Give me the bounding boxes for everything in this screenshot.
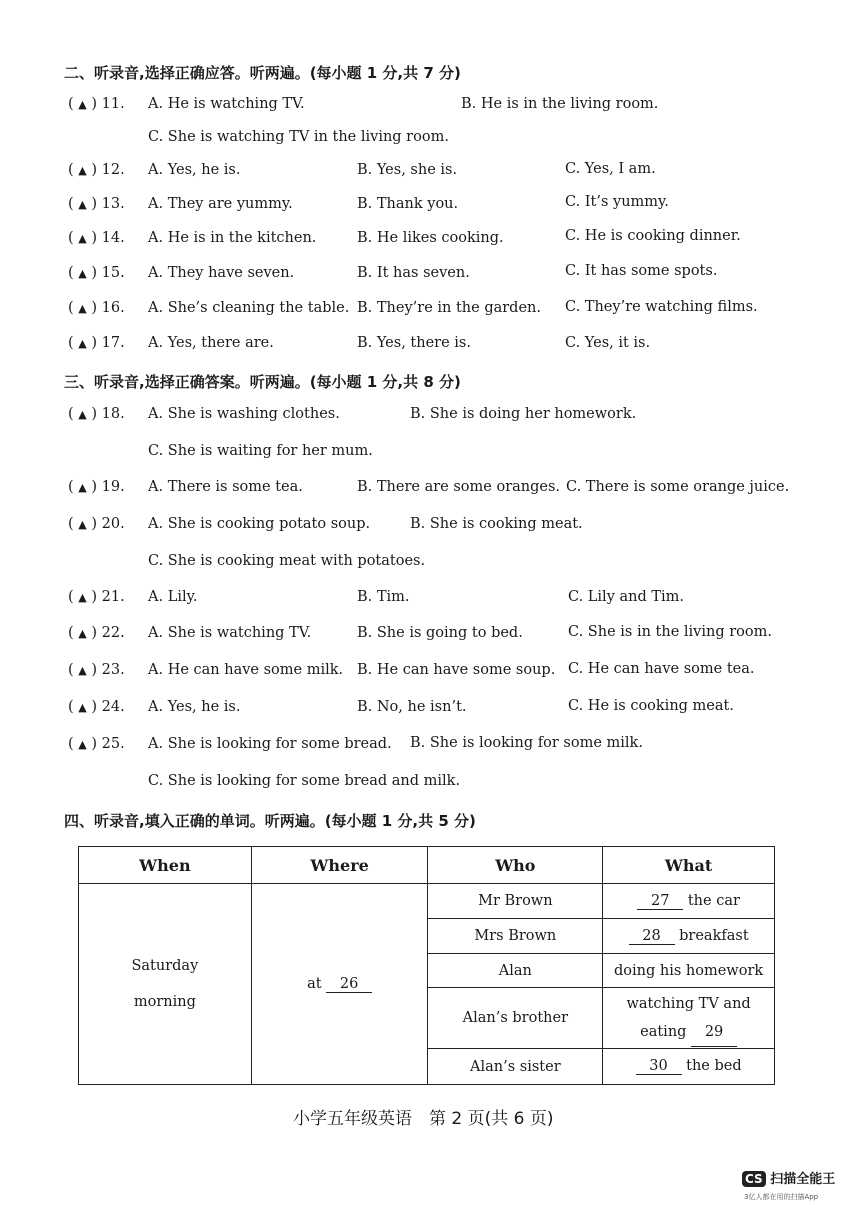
answer-bracket[interactable]: ( ▲ ): [68, 516, 98, 532]
question-number: 20.: [101, 516, 125, 532]
triangle-icon: ▲: [78, 164, 87, 177]
option-14c: C. He is cooking dinner.: [565, 228, 741, 244]
option-21b: B. Tim.: [357, 589, 410, 605]
question-16: [68, 300, 125, 316]
option-11b: B. He is in the living room.: [461, 96, 659, 112]
option-23a: A. He can have some milk.: [148, 662, 344, 678]
question-number: 13.: [101, 196, 125, 212]
option-11a: A. He is watching TV.: [148, 96, 305, 112]
blank-27[interactable]: 27: [637, 893, 683, 910]
option-20a: A. She is cooking potato soup.: [148, 516, 371, 532]
what-row-30: [603, 1049, 775, 1085]
triangle-icon: ▲: [78, 267, 87, 280]
option-12b: B. Yes, she is.: [357, 162, 458, 178]
question-number: 24.: [101, 699, 125, 715]
option-21a: A. Lily.: [148, 589, 198, 605]
question-15: [68, 265, 125, 281]
answer-bracket[interactable]: ( ▲ ): [68, 230, 98, 246]
when-day: Saturday: [131, 958, 199, 974]
answer-bracket[interactable]: ( ▲ ): [68, 662, 98, 678]
question-number: 21.: [101, 589, 125, 605]
option-16a: A. She’s cleaning the table.: [148, 300, 350, 316]
blank-29[interactable]: 29: [691, 1018, 737, 1047]
cs-logo-icon: CS: [742, 1171, 766, 1187]
triangle-icon: ▲: [78, 627, 87, 640]
question-number: 17.: [101, 335, 125, 351]
option-13b: B. Thank you.: [357, 196, 459, 212]
who-alan: Alan: [428, 954, 603, 988]
option-20c: C. She is cooking meat with potatoes.: [148, 553, 426, 569]
what-line1: watching TV and: [626, 995, 751, 1012]
question-23: [68, 662, 125, 678]
who-alans-sister: Alan’s sister: [428, 1049, 603, 1085]
option-19c: C. There is some orange juice.: [566, 479, 790, 495]
question-14: [68, 230, 125, 246]
page-footer: 小学五年级英语 第 2 页(共 6 页): [293, 1109, 554, 1129]
what-row-27: [603, 884, 775, 919]
option-14a: A. He is in the kitchen.: [148, 230, 317, 246]
question-18: [68, 406, 125, 422]
option-13c: C. It’s yummy.: [565, 194, 669, 210]
option-12c: C. Yes, I am.: [565, 161, 656, 177]
question-21: [68, 589, 125, 605]
triangle-icon: ▲: [78, 518, 87, 531]
option-24a: A. Yes, he is.: [148, 699, 241, 715]
option-17a: A. Yes, there are.: [148, 335, 274, 351]
option-15a: A. They have seven.: [148, 265, 295, 281]
option-18b: B. She is doing her homework.: [410, 406, 637, 422]
answer-bracket[interactable]: ( ▲ ): [68, 162, 98, 178]
option-21c: C. Lily and Tim.: [568, 589, 685, 605]
question-number: 14.: [101, 230, 125, 246]
what-text: the car: [687, 892, 740, 909]
option-24b: B. No, he isn’t.: [357, 699, 467, 715]
option-22a: A. She is watching TV.: [148, 625, 312, 641]
question-number: 22.: [101, 625, 125, 641]
option-22b: B. She is going to bed.: [357, 625, 523, 641]
answer-bracket[interactable]: ( ▲ ): [68, 589, 98, 605]
option-19a: A. There is some tea.: [148, 479, 303, 495]
question-13: [68, 196, 125, 212]
answer-bracket[interactable]: ( ▲ ): [68, 265, 98, 281]
question-24: [68, 699, 125, 715]
answer-bracket[interactable]: ( ▲ ): [68, 625, 98, 641]
answer-bracket[interactable]: ( ▲ ): [68, 335, 98, 351]
section-4-title: 四、听录音,填入正确的单词。听两遍。(每小题 1 分,共 5 分): [64, 812, 476, 830]
triangle-icon: ▲: [78, 408, 87, 421]
what-text: the bed: [686, 1058, 742, 1074]
option-17c: C. Yes, it is.: [565, 335, 651, 351]
option-22c: C. She is in the living room.: [568, 624, 772, 640]
watermark-name: 扫描全能王: [770, 1172, 836, 1187]
question-22: [68, 625, 125, 641]
question-number: 23.: [101, 662, 125, 678]
question-number: 15.: [101, 265, 125, 281]
question-number: 11.: [101, 96, 125, 112]
triangle-icon: ▲: [78, 337, 87, 350]
what-row-28: [603, 919, 775, 954]
option-15c: C. It has some spots.: [565, 263, 718, 279]
question-number: 18.: [101, 406, 125, 422]
who-mrs-brown: Mrs Brown: [428, 919, 603, 954]
blank-26[interactable]: 26: [326, 976, 372, 993]
scanner-watermark: [742, 1168, 835, 1187]
option-18a: A. She is washing clothes.: [148, 406, 340, 422]
triangle-icon: ▲: [78, 302, 87, 315]
option-24c: C. He is cooking meat.: [568, 698, 734, 714]
triangle-icon: ▲: [78, 591, 87, 604]
blank-28[interactable]: 28: [629, 928, 675, 945]
what-line2-prefix: eating: [640, 1023, 687, 1040]
question-12: [68, 162, 125, 178]
question-number: 16.: [101, 300, 125, 316]
option-25a: A. She is looking for some bread.: [148, 736, 392, 752]
question-number: 12.: [101, 162, 125, 178]
header-where: Where: [251, 847, 428, 884]
question-25: [68, 736, 125, 752]
option-15b: B. It has seven.: [357, 265, 470, 281]
fill-in-table: [78, 846, 775, 1085]
who-alans-brother: Alan’s brother: [428, 988, 603, 1049]
option-17b: B. Yes, there is.: [357, 335, 471, 351]
watermark-tagline: 3亿人都在用的扫描App: [744, 1193, 819, 1201]
header-who: Who: [428, 847, 603, 884]
triangle-icon: ▲: [78, 664, 87, 677]
question-number: 19.: [101, 479, 125, 495]
answer-bracket[interactable]: ( ▲ ): [68, 479, 98, 495]
header-what: What: [603, 847, 775, 884]
answer-bracket[interactable]: ( ▲ ): [68, 300, 98, 316]
header-when: When: [79, 847, 252, 884]
cell-when: [79, 884, 252, 1085]
option-25b: B. She is looking for some milk.: [410, 735, 643, 751]
triangle-icon: ▲: [78, 481, 87, 494]
option-25c: C. She is looking for some bread and milk.: [148, 773, 461, 789]
option-13a: A. They are yummy.: [148, 196, 293, 212]
question-11: [68, 96, 125, 112]
what-alan: doing his homework: [603, 954, 775, 988]
option-23c: C. He can have some tea.: [568, 661, 755, 677]
what-row-29: [603, 988, 775, 1049]
where-prefix: at: [307, 975, 322, 992]
option-14b: B. He likes cooking.: [357, 230, 504, 246]
option-16c: C. They’re watching films.: [565, 299, 758, 315]
option-12a: A. Yes, he is.: [148, 162, 241, 178]
triangle-icon: ▲: [78, 198, 87, 211]
question-20: [68, 516, 125, 532]
answer-bracket[interactable]: ( ▲ ): [68, 196, 98, 212]
answer-bracket[interactable]: ( ▲ ): [68, 406, 98, 422]
option-19b: B. There are some oranges.: [357, 479, 561, 495]
who-mr-brown: Mr Brown: [428, 884, 603, 919]
option-20b: B. She is cooking meat.: [410, 516, 583, 532]
blank-30[interactable]: 30: [636, 1058, 682, 1075]
section-3-title: 三、听录音,选择正确答案。听两遍。(每小题 1 分,共 8 分): [64, 373, 461, 391]
question-17: [68, 335, 125, 351]
triangle-icon: ▲: [78, 701, 87, 714]
option-23b: B. He can have some soup.: [357, 662, 556, 678]
option-16b: B. They’re in the garden.: [357, 300, 541, 316]
section-2-title: 二、听录音,选择正确应答。听两遍。(每小题 1 分,共 7 分): [64, 64, 461, 82]
answer-bracket[interactable]: ( ▲ ): [68, 699, 98, 715]
cell-where: [251, 884, 428, 1085]
triangle-icon: ▲: [78, 738, 87, 751]
option-18c: C. She is waiting for her mum.: [148, 443, 373, 459]
question-19: [68, 479, 125, 495]
answer-bracket[interactable]: ( ▲ ): [68, 96, 98, 112]
when-time: morning: [133, 994, 196, 1010]
triangle-icon: ▲: [78, 232, 87, 245]
triangle-icon: ▲: [78, 98, 87, 111]
what-text: breakfast: [679, 927, 749, 944]
option-11c: C. She is watching TV in the living room.: [148, 129, 449, 145]
answer-bracket[interactable]: ( ▲ ): [68, 736, 98, 752]
question-number: 25.: [101, 736, 125, 752]
